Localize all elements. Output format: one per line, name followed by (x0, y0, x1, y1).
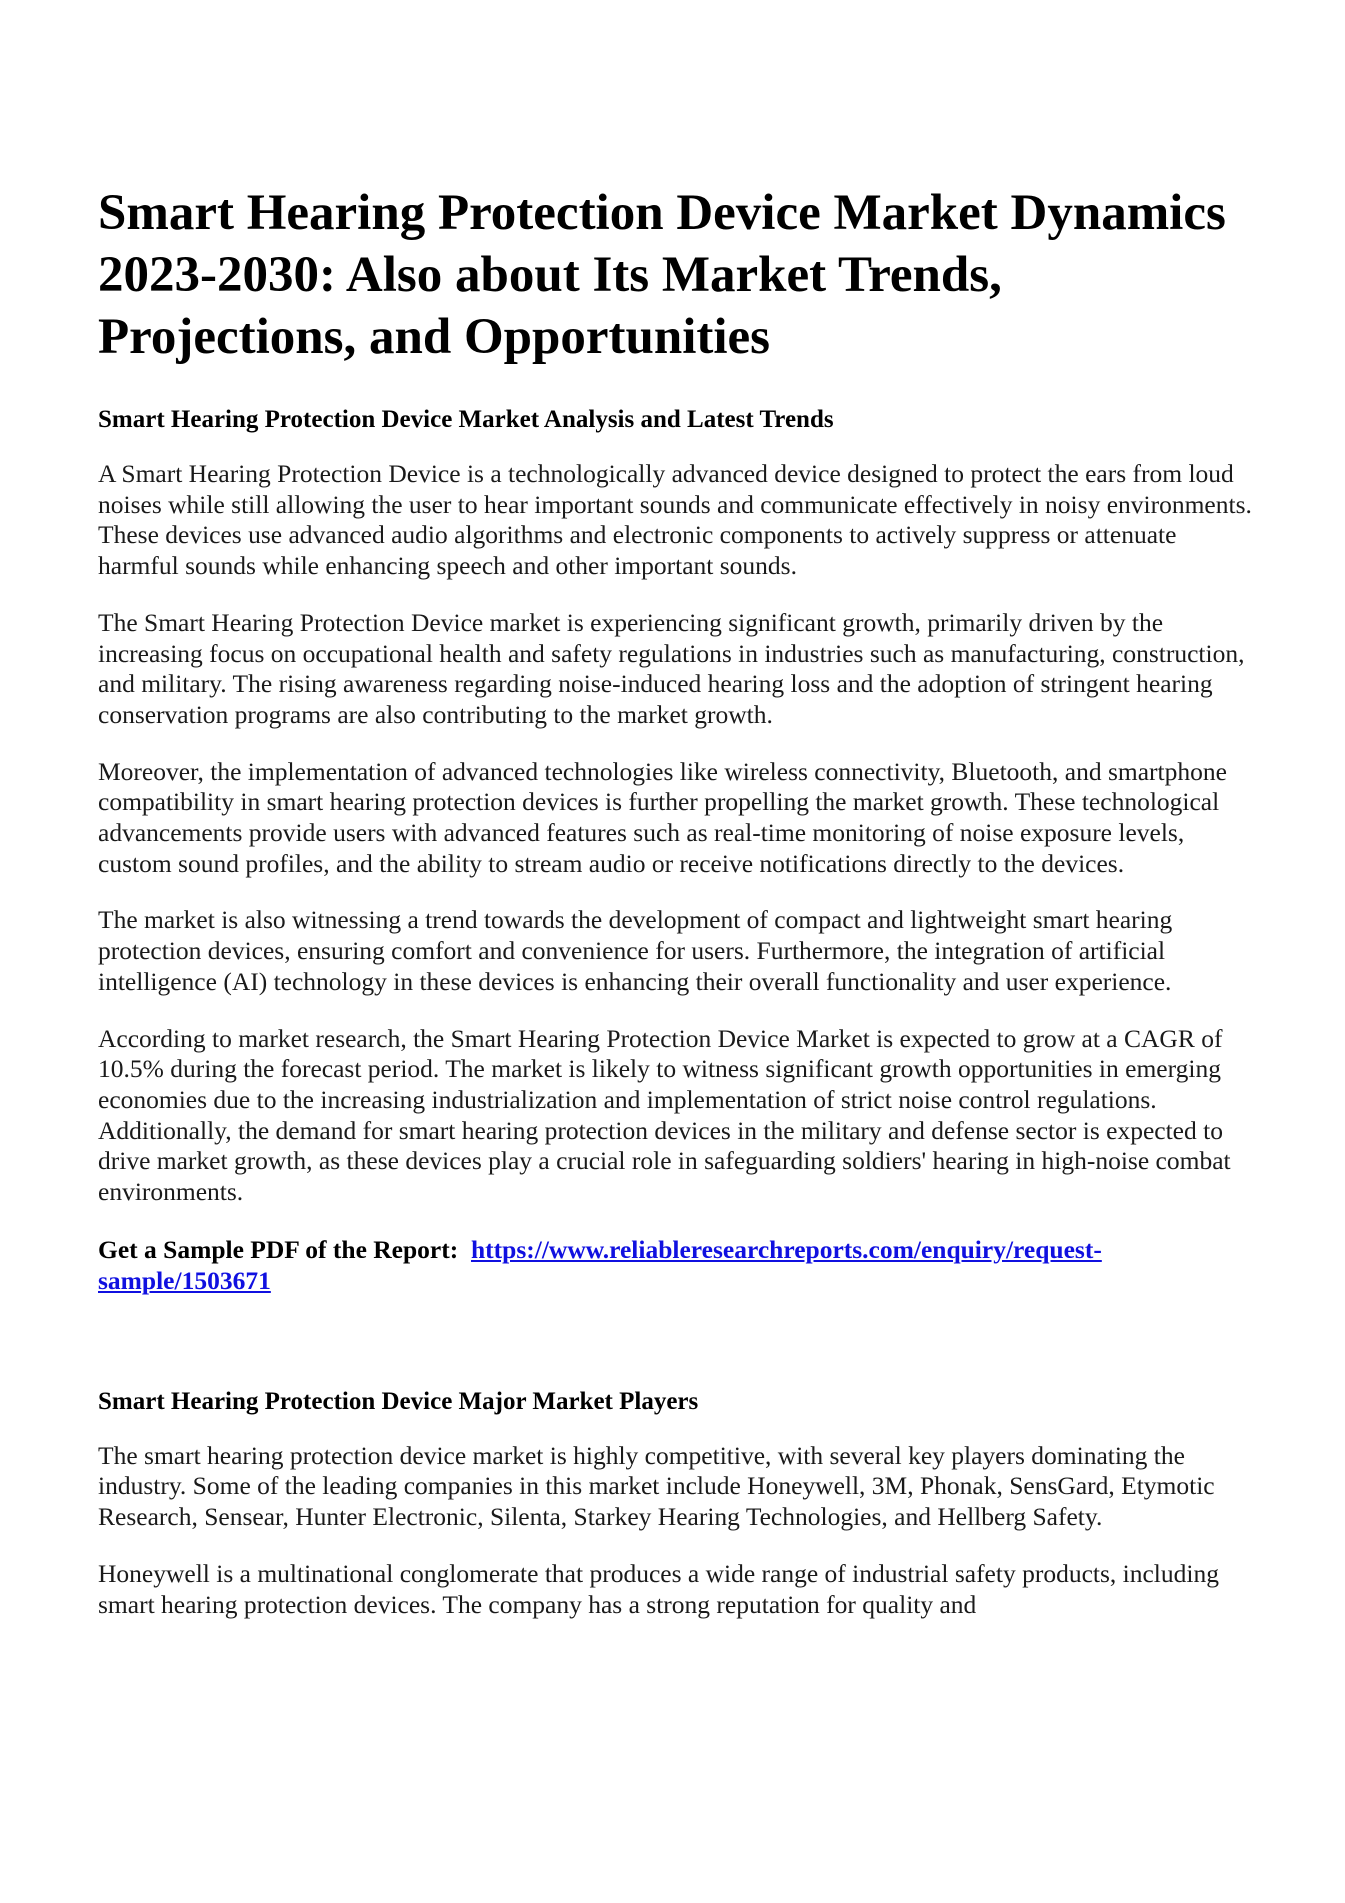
paragraph: Honeywell is a multinational conglomerate that produces a wide range of industrial safety products, including smart hearing protection devices. The company has a strong reputation for quality and (98, 1558, 1219, 1619)
paragraph: According to market research, the Smart Hearing Protection Device Market is expected to grow at a CAGR of 10.5% during the forecast period. The market is likely to witness significant growth opportunities in emerging economies due to the increasing industrialization and implementation of strict noise control regulations. Additionally, the demand for smart hearing protection devices in the military and defense sector is expected to drive market growth, as these devices play a crucial role in safeguarding soldiers' hearing in high-noise combat environments. (98, 1023, 1231, 1207)
paragraph: Moreover, the implementation of advanced technologies like wireless connectivity, Bluetooth, and smartphone compatibility in smart hearing protection devices is further propelling the market growth. These technological advancements provide users with advanced features such as real-time monitoring of noise exposure levels, custom sound profiles, and the ability to stream audio or receive notifications directly to the devices. (98, 756, 1227, 878)
section-heading-players: Smart Hearing Protection Device Major Market Players (98, 1387, 699, 1415)
paragraph: The smart hearing protection device market is highly competitive, with several key players dominating the industry. Some of the leading companies in this market include Honeywell, 3M, Phonak, SensGard, Etymotic Research, Sensear, Hunter Electronic, Silenta, Starkey Hearing Technologies, and Hellberg Safety. (98, 1440, 1215, 1532)
sample-pdf-link[interactable]: https://www.reliableresearchreports.com/enquiry/request-sample/1503671 (98, 1234, 1102, 1295)
sample-pdf-label: Get a Sample PDF of the Report: (98, 1234, 459, 1264)
document-title: Smart Hearing Protection Device Market Dynamics 2023-2030: Also about Its Market Trends, Projections, and Opportunities (98, 185, 1226, 365)
sample-pdf-cta (98, 1234, 1258, 1296)
spacer (98, 1296, 1258, 1386)
paragraph: A Smart Hearing Protection Device is a technologically advanced device designed to protect the ears from loud noises while still allowing the user to hear important sounds and communicate effectively in noisy environments. These devices use advanced audio algorithms and electronic components to actively suppress or attenuate harmful sounds while enhancing speech and other important sounds. (98, 459, 1252, 581)
section-heading-analysis: Smart Hearing Protection Device Market Analysis and Latest Trends (98, 406, 834, 433)
paragraph: The market is also witnessing a trend towards the development of compact and lightweight smart hearing protection devices, ensuring comfort and convenience for users. Furthermore, the integration of artificial intelligence (AI) technology in these devices is enhancing their overall functionality and user experience. (98, 905, 1173, 996)
document-page (98, 182, 1258, 1646)
paragraph: The Smart Hearing Protection Device market is experiencing significant growth, primarily driven by the increasing focus on occupational health and safety regulations in industries such as manufacturing, construction, and military. The rising awareness regarding noise-induced hearing loss and the adoption of stringent hearing conservation programs are also contributing to the market growth. (98, 607, 1245, 729)
